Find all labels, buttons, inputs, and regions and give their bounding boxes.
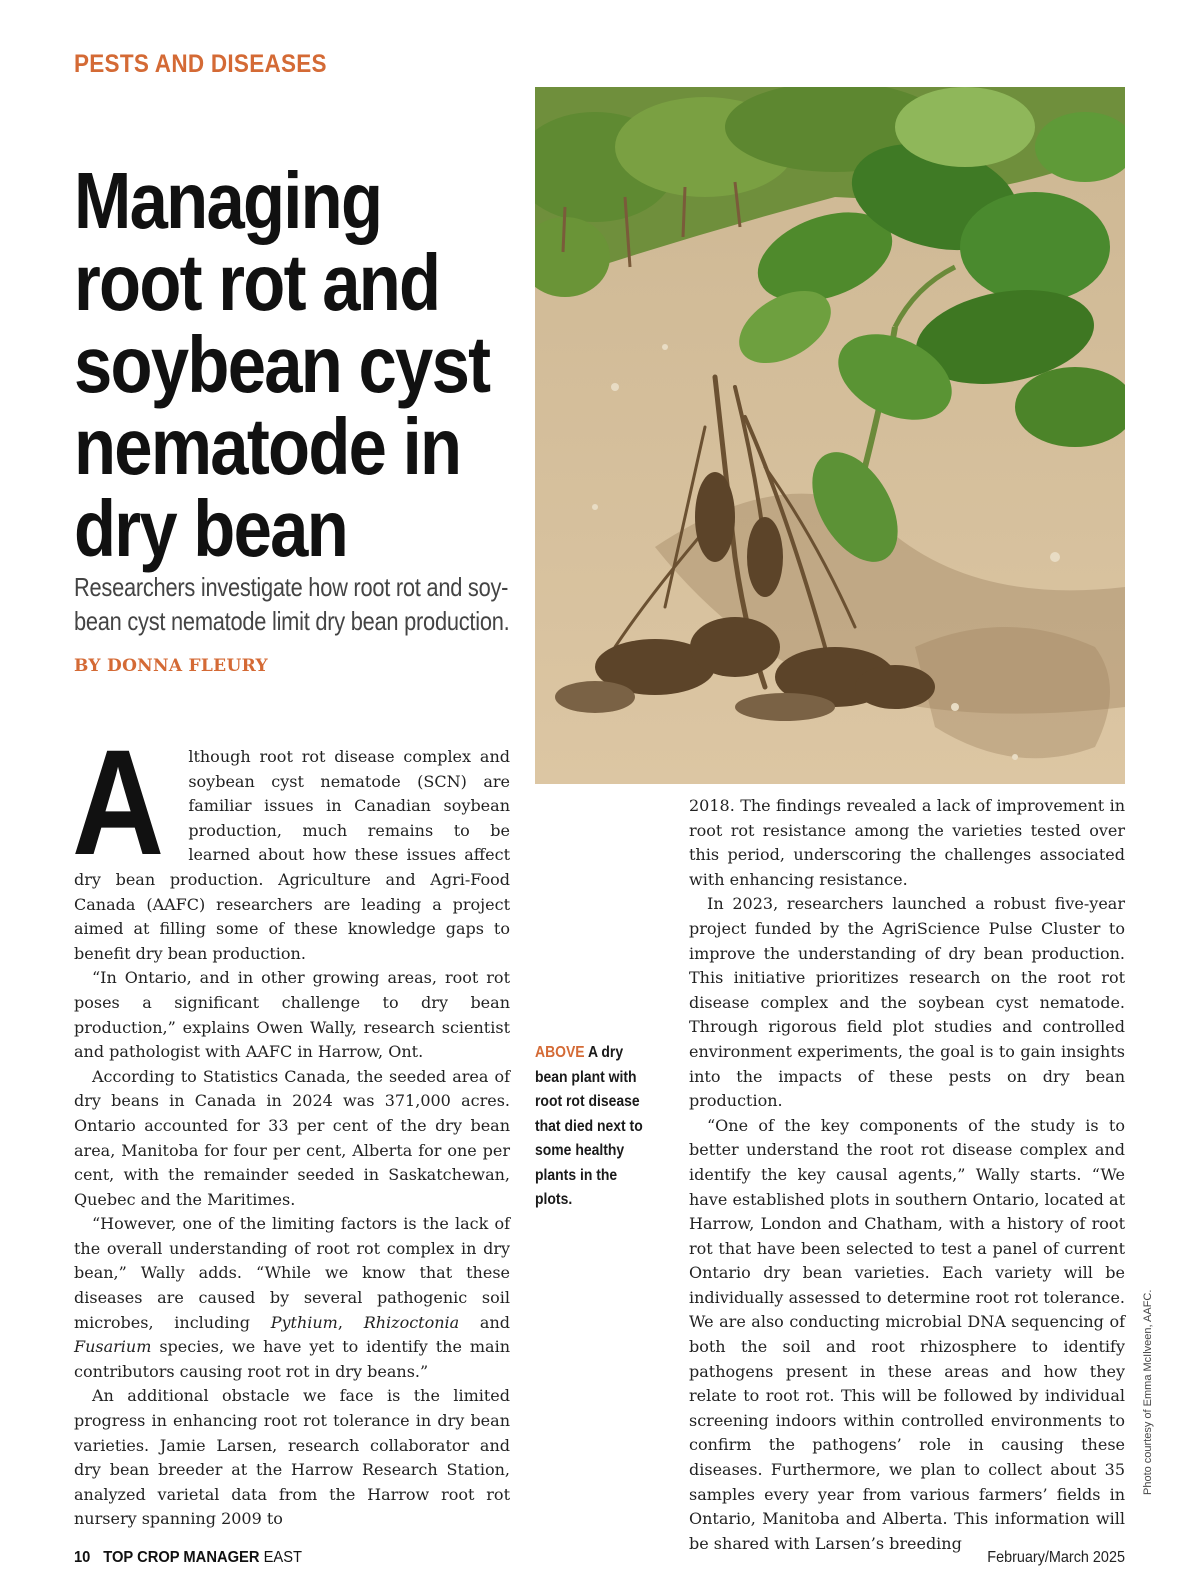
body-paragraph: An additional obstacle we face is the limited progress in enhancing root rot tolerance in dry bean varieties. Jamie Larsen, research collaborator and dry bean breeder at the Harrow Research Station, analyzed varietal data from the Harrow root rot nursery spanning 2009 to bbox=[74, 1386, 510, 1529]
drop-cap: A bbox=[72, 718, 165, 886]
body-paragraph: “In Ontario, and in other growing areas, root rot poses a significant challenge to dry bean production,” explains Owen Wally, research scientist and pathologist with AAFC in Harrow, Ont. bbox=[74, 968, 510, 1062]
paragraph-text: lthough root rot disease complex and soybean cyst nematode (SCN) are familiar issues in Canadian soybean production, much remains to be learned about how these issues affect dry bean production. Agriculture and Agri-Food Canada (AAFC) researchers are leading a project aimed at filling some of these knowledge gaps to benefit dry bean production. bbox=[74, 747, 510, 963]
caption-label: ABOVE bbox=[535, 1044, 585, 1061]
separator-text: , bbox=[337, 1312, 364, 1332]
body-paragraph: In 2023, researchers launched a robust five-year project funded by the AgriScience Pulse Cluster to improve the understanding of dry bean production. This initiative prioritizes research on the root rot disease complex and the soybean cyst nematode. Through rigorous field plot studies and controlled environment experiments, the goal is to gain insights into the impacts of these pests on dry bean production. bbox=[689, 894, 1125, 1111]
deck bbox=[74, 570, 511, 638]
issue-date: February/March 2025 bbox=[987, 1549, 1125, 1566]
deck-line: Researchers investigate how root rot and soy- bbox=[74, 572, 509, 602]
body-paragraph bbox=[74, 1212, 510, 1384]
headline-line: Managing bbox=[74, 156, 382, 245]
body-column-2 bbox=[689, 794, 1125, 1556]
species-name: Pythium bbox=[270, 1312, 338, 1332]
deck-line: bean cyst nematode limit dry bean production. bbox=[74, 606, 510, 636]
paragraph-text: species, we have yet to identify the main contributors causing root rot in dry beans.” bbox=[74, 1337, 510, 1381]
species-name: Rhizoctonia bbox=[363, 1312, 460, 1332]
headline-line: soybean cyst bbox=[74, 320, 490, 409]
magazine-edition: EAST bbox=[259, 1549, 303, 1566]
headline-line: root rot and bbox=[74, 238, 440, 327]
body-paragraph: “One of the key components of the study is to better understand the root rot disease complex and identify the key causal agents,” Wally starts. “We have established plots in southern Ontario, located at Harrow, London and Chatham, with a history of root rot that have been selected to test a panel of current Ontario dry bean varieties. Each variety will be individually assessed to determine root rot tolerance. We are also conducting microbial DNA sequencing of both the soil and root rhizosphere to identify pathogens present in these areas and how they relate to root rot. This will be followed by individual screening indoors within controlled environments to confirm the pathogens’ role in causing these diseases. Furthermore, we plan to collect about 35 samples every year from various farmers’ fields in Ontario, Manitoba and Alberta. This information will be shared with Larsen’s breeding bbox=[689, 1115, 1125, 1553]
magazine-name: TOP CROP MANAGER bbox=[103, 1549, 260, 1566]
headline bbox=[74, 156, 504, 573]
paragraph-text: “However, one of the limiting factors is the lack of the overall understanding of root rot complex in dry bean,” Wally adds. “While we know that these diseases are caused by several pathogenic soil microbes, including bbox=[74, 1214, 510, 1332]
photo-credit: Photo courtesy of Emma McIlveen, AAFC. bbox=[1142, 1289, 1154, 1495]
separator-text: and bbox=[459, 1312, 511, 1332]
article-photo bbox=[535, 87, 1125, 784]
body-paragraph: 2018. The findings revealed a lack of improvement in root rot resistance among the varieties tested over this period, underscoring the challenges associated with enhancing resistance. bbox=[689, 796, 1125, 889]
page-number: 10 bbox=[74, 1549, 91, 1566]
headline-line: dry bean bbox=[74, 484, 347, 573]
byline: BY DONNA FLEURY bbox=[74, 656, 268, 676]
caption-text: A dry bean plant with root rot disease that died next to some healthy plants in the plots. bbox=[535, 1044, 643, 1208]
footer-left bbox=[74, 1549, 302, 1567]
section-label: PESTS AND DISEASES bbox=[74, 50, 327, 78]
headline-line: nematode in bbox=[74, 402, 461, 491]
body-paragraph: According to Statistics Canada, the seeded area of dry beans in Canada in 2024 was 371,000 acres. Ontario accounted for 33 per cent of the dry bean area, Manitoba for four per cent, Alberta for one per cent, with the remainder seeded in Saskatchewan, Quebec and the Maritimes. bbox=[74, 1066, 510, 1209]
photo-caption bbox=[535, 1041, 652, 1213]
species-name: Fusarium bbox=[74, 1337, 152, 1357]
body-column-1 bbox=[72, 718, 511, 1532]
body-paragraph bbox=[72, 718, 510, 966]
